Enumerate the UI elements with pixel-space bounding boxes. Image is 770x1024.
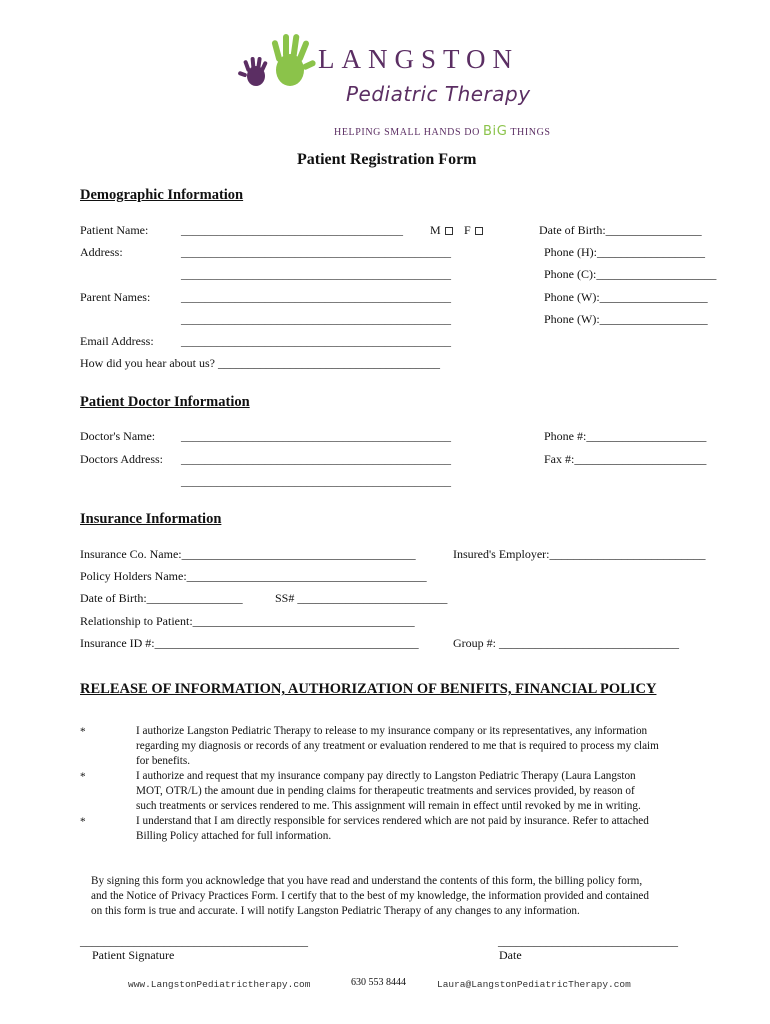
handprints-icon xyxy=(228,32,328,96)
footer-phone: 630 553 8444 xyxy=(351,977,406,988)
doctor-address-field-2[interactable]: _____________________________________________ xyxy=(181,474,451,488)
group-number-field[interactable]: Group #: ______________________________ xyxy=(453,636,679,650)
footer-email: Laura@LangstonPediatricTherapy.com xyxy=(437,979,631,990)
patient-name-field[interactable]: _____________________________________ xyxy=(181,223,403,237)
policy-holder-field[interactable]: Policy Holders Name:________________________________________ xyxy=(80,569,427,583)
parent-names-label: Parent Names: xyxy=(80,290,151,304)
ssn-field[interactable]: SS# _________________________ xyxy=(275,591,448,605)
insured-dob-field[interactable]: Date of Birth:________________ xyxy=(80,591,243,605)
insurance-heading: Insurance Information xyxy=(80,511,222,527)
date-label: Date xyxy=(499,948,522,962)
sex-m-option[interactable]: M xyxy=(430,223,453,238)
signature-line[interactable]: ______________________________________ xyxy=(80,934,308,948)
page-title: Patient Registration Form xyxy=(297,151,477,168)
doctor-name-label: Doctor's Name: xyxy=(80,429,156,443)
phone-w-field-1[interactable]: Phone (W):__________________ xyxy=(544,290,708,304)
insurance-id-field[interactable]: Insurance ID #:____________________________________________ xyxy=(80,636,419,650)
footer-website: www.LangstonPediatrictherapy.com xyxy=(128,979,311,990)
dob-field[interactable]: Date of Birth:________________ xyxy=(539,223,702,237)
insured-employer-field[interactable]: Insured's Employer:__________________________ xyxy=(453,547,706,561)
email-label: Email Address: xyxy=(80,334,154,348)
bullet-1: * xyxy=(80,726,86,738)
bullet-3: * xyxy=(80,816,86,828)
address-label: Address: xyxy=(80,245,123,259)
referral-source-field[interactable]: How did you hear about us? _____________________________________ xyxy=(80,356,440,370)
doctor-address-field-1[interactable]: _____________________________________________ xyxy=(181,452,451,466)
phone-c-field[interactable]: Phone (C):____________________ xyxy=(544,267,717,281)
release-heading: RELEASE OF INFORMATION, AUTHORIZATION OF BENIFITS, FINANCIAL POLICY xyxy=(80,681,657,697)
address-field-2[interactable]: _____________________________________________ xyxy=(181,267,451,281)
release-item-3: I understand that I am directly responsible for services rendered which are not paid by insurance. Refer to attached Billing Policy attached for full information. xyxy=(136,815,649,842)
doctor-fax-field[interactable]: Fax #:______________________ xyxy=(544,452,707,466)
bullet-2: * xyxy=(80,771,86,783)
date-line[interactable]: ______________________________ xyxy=(498,934,678,948)
doctor-phone-field[interactable]: Phone #:____________________ xyxy=(544,429,707,443)
address-field-1[interactable]: _____________________________________________ xyxy=(181,245,451,259)
release-item-1: I authorize Langston Pediatric Therapy to release to my insurance company or its representatives, any information regarding my diagnosis or records of any treatment or evaluation rendered to me that is required to process my claim for benefits. xyxy=(136,725,659,767)
signature-label: Patient Signature xyxy=(92,948,175,962)
phone-w-field-2[interactable]: Phone (W):__________________ xyxy=(544,312,708,326)
doctor-name-field[interactable]: _____________________________________________ xyxy=(181,429,451,443)
patient-name-label: Patient Name: xyxy=(80,223,149,237)
release-item-2: I authorize and request that my insurance company pay directly to Langston Pediatric Therapy (Laura Langston MOT, OTR/L) the amount due in pending claims for therapeutic treatments and services provided, by reason of such treatments or services rendered to me. This assignment will remain in effect until revoked by me in writing. xyxy=(136,770,641,812)
logo-name: LANGSTON xyxy=(318,44,520,74)
parent-names-field-2[interactable]: _____________________________________________ xyxy=(181,312,451,326)
logo-subtitle: Pediatric Therapy xyxy=(346,82,531,106)
demographic-heading: Demographic Information xyxy=(80,187,244,203)
email-field[interactable]: _____________________________________________ xyxy=(181,334,451,348)
logo-tagline: HELPING SMALL HANDS DO BiG THINGS xyxy=(334,124,551,139)
logo xyxy=(222,30,587,142)
sex-f-option[interactable]: F xyxy=(464,223,483,238)
insurance-co-field[interactable]: Insurance Co. Name:_______________________________________ xyxy=(80,547,416,561)
doctor-heading: Patient Doctor Information xyxy=(80,394,250,410)
m-checkbox[interactable] xyxy=(445,227,453,235)
relationship-field[interactable]: Relationship to Patient:_____________________________________ xyxy=(80,614,415,628)
parent-names-field-1[interactable]: _____________________________________________ xyxy=(181,290,451,304)
f-checkbox[interactable] xyxy=(475,227,483,235)
phone-h-field[interactable]: Phone (H):__________________ xyxy=(544,245,705,259)
doctor-address-label: Doctors Address: xyxy=(80,452,163,466)
consent-paragraph: By signing this form you acknowledge that you have read and understand the contents of this form, the billing policy form, and the Notice of Privacy Practices Form. I certify that to the best of my knowledge, the information provided and contained on this form is true and accurate. I will notify Langston Pediatric Therapy of any changes to any information. xyxy=(91,875,649,917)
